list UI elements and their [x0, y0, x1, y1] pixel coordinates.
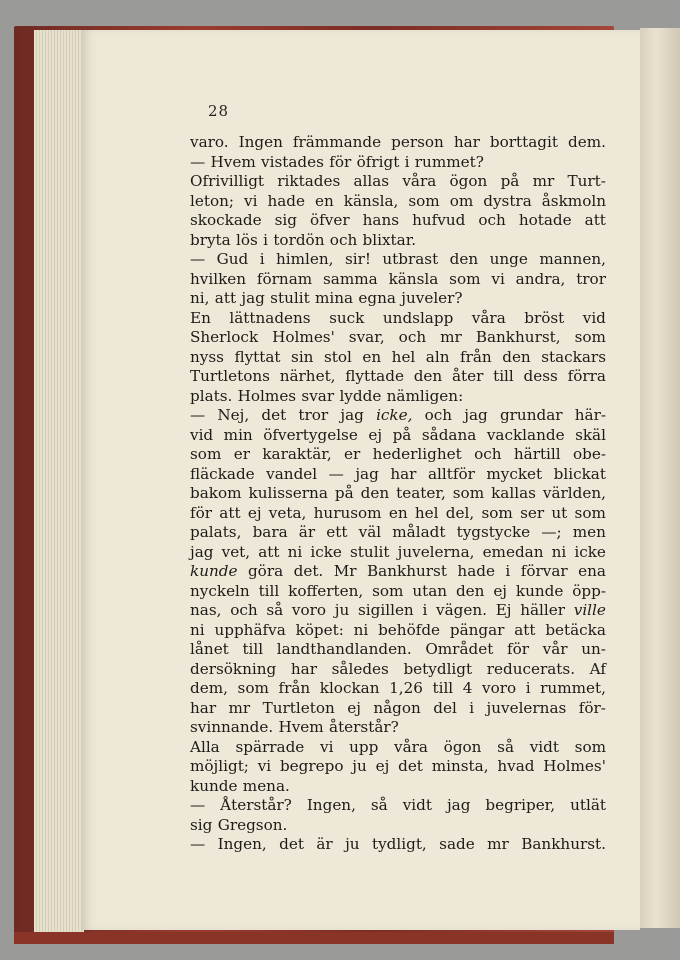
page-stack-edges	[34, 30, 84, 932]
text-line: som er karaktär, er hederlighet och härtill obe-	[190, 445, 606, 463]
text-line: dersökning har således betydligt reducerats. Af	[190, 659, 606, 678]
text-line: vid min öfvertygelse ej på sådana vacklande skäl	[190, 425, 606, 444]
text-line: fläckade vandel — jag har alltför mycket blickat	[190, 464, 606, 483]
text-line: — Nej, det tror jag icke, och jag grundar här-	[190, 406, 606, 424]
text-line: för att ej veta, hurusom en hel del, som ser ut som	[190, 503, 606, 522]
text-line: dem, som från klockan 1,26 till 4 voro i rummet,	[190, 679, 606, 697]
text-line: — Gud i himlen, sir! utbrast den unge mannen,	[190, 250, 606, 268]
text-line: Turtletons närhet, flyttade den åter till dess förra	[190, 367, 606, 385]
text-line: palats, bara är ett väl måladt tygstycke —; men	[190, 523, 606, 541]
text-line: — Ingen, det är ju tydligt, sade mr Bankhurst.	[190, 835, 606, 853]
text-line: bryta lös i tordön och blixtar.	[190, 230, 417, 249]
text-line: ni, att jag stulit mina egna juveler?	[190, 289, 463, 307]
text-line: nyckeln till kofferten, som utan den ej kunde öpp-	[190, 581, 606, 600]
text-line: En lättnadens suck undslapp våra bröst vid	[190, 308, 606, 327]
text-line: jag vet, att ni icke stulit juvelerna, emedan ni icke	[190, 542, 606, 561]
text-line: möjligt; vi begrepo ju ej det minsta, hvad Holmes'	[190, 757, 606, 775]
text-line: kunde mena.	[190, 776, 290, 795]
text-line: sig Gregson.	[190, 815, 288, 834]
book-cover-edge	[14, 932, 614, 944]
text-line: bakom kulisserna på den teater, som kallas världen,	[190, 484, 606, 502]
text-line: nas, och så voro ju sigillen i vägen. Ej häller ville	[190, 601, 606, 619]
text-line: ni upphäfva köpet: ni behöfde pängar att betäcka	[190, 620, 606, 639]
text-line: leton; vi hade en känsla, som om dystra åskmoln	[190, 191, 606, 210]
text-line: — Återstår? Ingen, så vidt jag begriper, utlät	[190, 796, 606, 814]
text-line: — Hvem vistades för öfrigt i rummet?	[190, 152, 484, 171]
text-line: Ofrivilligt riktades allas våra ögon på mr Turt-	[190, 172, 606, 190]
text-line: kunde göra det. Mr Bankhurst hade i förvar ena	[190, 562, 606, 580]
facing-page-edge	[640, 28, 680, 928]
text-line: Alla spärrade vi upp våra ögon så vidt som	[190, 737, 606, 756]
page-number: 28	[208, 102, 230, 120]
text-line: plats. Holmes svar lydde nämligen:	[190, 386, 464, 405]
text-line: har mr Turtleton ej någon del i juvelernas för-	[190, 698, 606, 717]
text-line: lånet till landthandlanden. Området för vår un-	[190, 640, 606, 658]
text-line: varo. Ingen främmande person har borttagit dem.	[190, 133, 606, 151]
text-line: nyss flyttat sin stol en hel aln från den stackars	[190, 347, 606, 366]
text-line: hvilken förnam samma känsla som vi andra, tror	[190, 269, 606, 288]
page-text	[190, 133, 606, 855]
text-line: Sherlock Holmes' svar, och mr Bankhurst, som	[190, 328, 606, 346]
text-line: skockade sig öfver hans hufvud och hotade att	[190, 211, 606, 229]
text-line: svinnande. Hvem återstår?	[190, 718, 399, 736]
